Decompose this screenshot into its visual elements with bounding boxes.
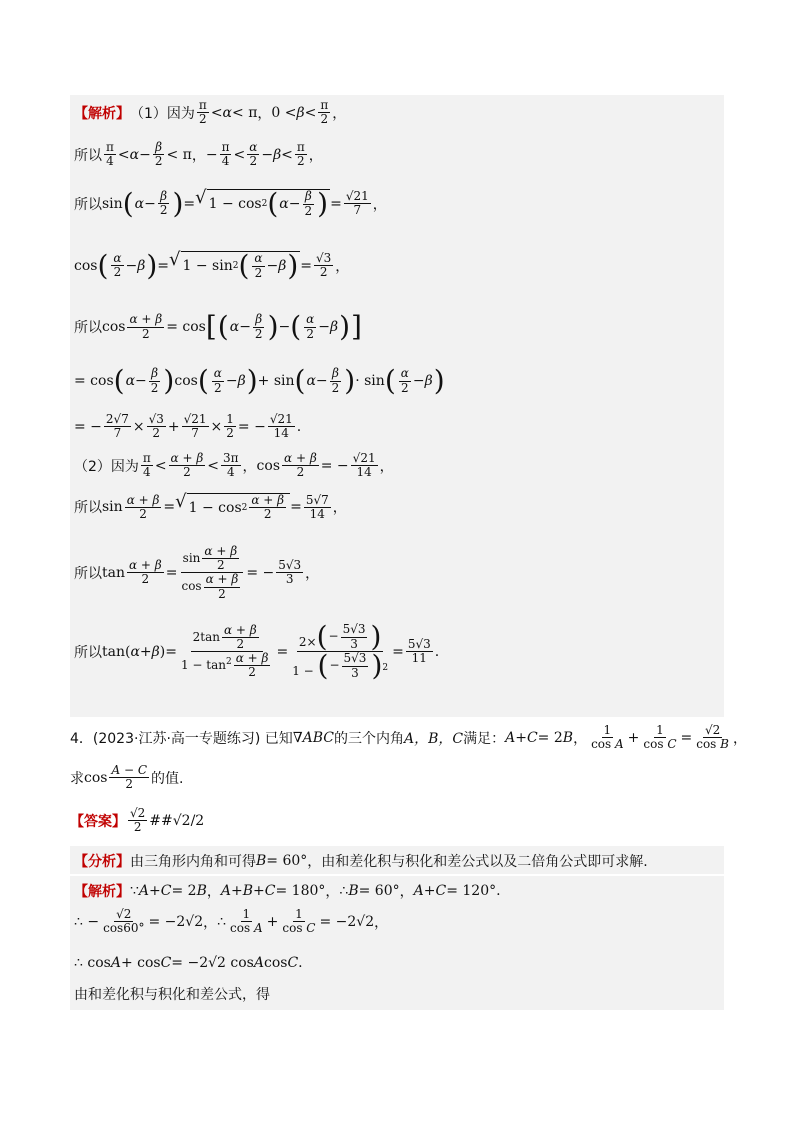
answer-tag: 【答案】 [70, 813, 126, 830]
sol1-line11: 所以 tan( α + β ) = 2tan $\frac{\alpha + \beta}{2}$ $1 - \tan^2$ $\frac{\alpha + \beta}{2}$ = 2×( − $\frac{5√3}{3}$ ) 1 − ( − $\frac{5√3}{3}$ ) $^2$ = $\frac{5√3}{11}$ . [74, 623, 439, 680]
solution-2-tag: 【解析】 [74, 884, 130, 900]
answer-line: 【答案】 $\frac{√2}{2}$ ## √2/2 [70, 806, 205, 835]
sol1-line7: = − $\frac{2√7}{7}$ × $\frac{√3}{2}$ + $\frac{√21}{7}$ × $\frac{1}{2}$ = − $\frac{√21}{14}$ . [74, 412, 302, 441]
sol1-line10: 所以 tan $\frac{\alpha + \beta}{2}$ = sin $\frac{\alpha + \beta}{2}$ cos $\frac{\alpha + \beta}{2}$ = − $\frac{5√3}{3}$ ， [74, 544, 320, 601]
analysis-tag: 【解析】 [74, 105, 130, 122]
sol1-line5: 所以 cos $\frac{\alpha + \beta}{2}$ = cos ( [ α − $\frac{\beta}{2}$ ) − ( $\frac{\alpha}{2}$ − β ) ] [74, 313, 362, 341]
sol1-line4: cos ( $\frac{\alpha}{2}$ − β ) = √ 1 − sin 2 ( $\frac{\alpha}{2}$ − β ) = $\frac{√3}{2}$ ， [74, 251, 349, 280]
question-4-line2: 求 cos $\frac{A - C}{2}$ 的值. [70, 763, 184, 792]
solution-2-last: 由和差化积与积化和差公式，得 [74, 987, 270, 1003]
solution-block-2: 【解析】 ∵ A + C = 2 B ， A + B + C = 180° ， ∴ B = 60° ， A + C = 120°. ∴ − $\frac{√2}{\cos 60^\circ}$ = −2√2 ， ∴ $\frac{1}{\text{cos A}}$ + $\frac{1}{\text{cos C}}$ = −2√2 ， ∴ cos A + cos C = −2√2 cos A cos C . 由和差化积与积化和差公式，得 [70, 876, 724, 1010]
solution-block-1 [70, 95, 724, 717]
sol1-intro: （1）因为 [130, 105, 195, 122]
answer-value: √2/2 [172, 812, 205, 829]
sol1-line6: = cos ( α − $\frac{\beta}{2}$ ) cos ( $\frac{\alpha}{2}$ − β ) + sin ( α − $\frac{\beta}{2}$ ) · sin ( $\frac{\alpha}{2}$ − β ) [74, 367, 445, 395]
analysis-label: 【分析】 [74, 854, 130, 870]
question-4-line1: 4．(2023·江苏·高一专题练习) 已知 ∇ABC 的三个内角 A，B，C 满足： A + C = 2 B ， $\frac{1}{\text{cos A}}$ + $\frac{1}{\text{cos C}}$ = $\frac{√2}{\text{cos B}}$ ， [70, 723, 747, 752]
sol1-line8: （2）因为 $\frac{\pi}{4}$ < $\frac{\alpha + \beta}{2}$ < $\frac{3\pi}{4}$ ， cos $\frac{\alpha + \beta}{2}$ = − $\frac{√21}{14}$ ， [74, 451, 394, 480]
sol1-line9: 所以 sin $\frac{\alpha + \beta}{2}$ = √ 1 − cos 2 $\frac{\alpha + \beta}{2}$ = $\frac{5√7}{14}$ ， [74, 491, 347, 522]
question-4-triangle: ∇ABC [292, 729, 334, 746]
sol1-line2: 所以 $\frac{\pi}{4}$ < α − $\frac{\beta}{2}$ < π ， − $\frac{\pi}{4}$ < $\frac{\alpha}{2}$ − β < $\frac{\pi}{2}$ ， [74, 140, 323, 169]
sol1-line1: 【解析】 （1）因为 $\frac{\pi}{2}$ < α < π ， 0 < β < $\frac{\pi}{2}$ ， [74, 98, 347, 127]
sol1-line3: 所以 sin ( α − $\frac{\beta}{2}$ ) = √ 1 − cos 2 ( α − $\frac{\beta}{2}$ ) = $\frac{√21}{7}$ ， [74, 189, 387, 218]
question-4-prefix: 4．(2023·江苏·高一专题练习) 已知 [70, 730, 293, 747]
analysis-block: 【分析】 由三角形内角和可得 B = 60° ，由和差化积与积化和差公式以及二倍角公式即可求解. [70, 846, 724, 874]
